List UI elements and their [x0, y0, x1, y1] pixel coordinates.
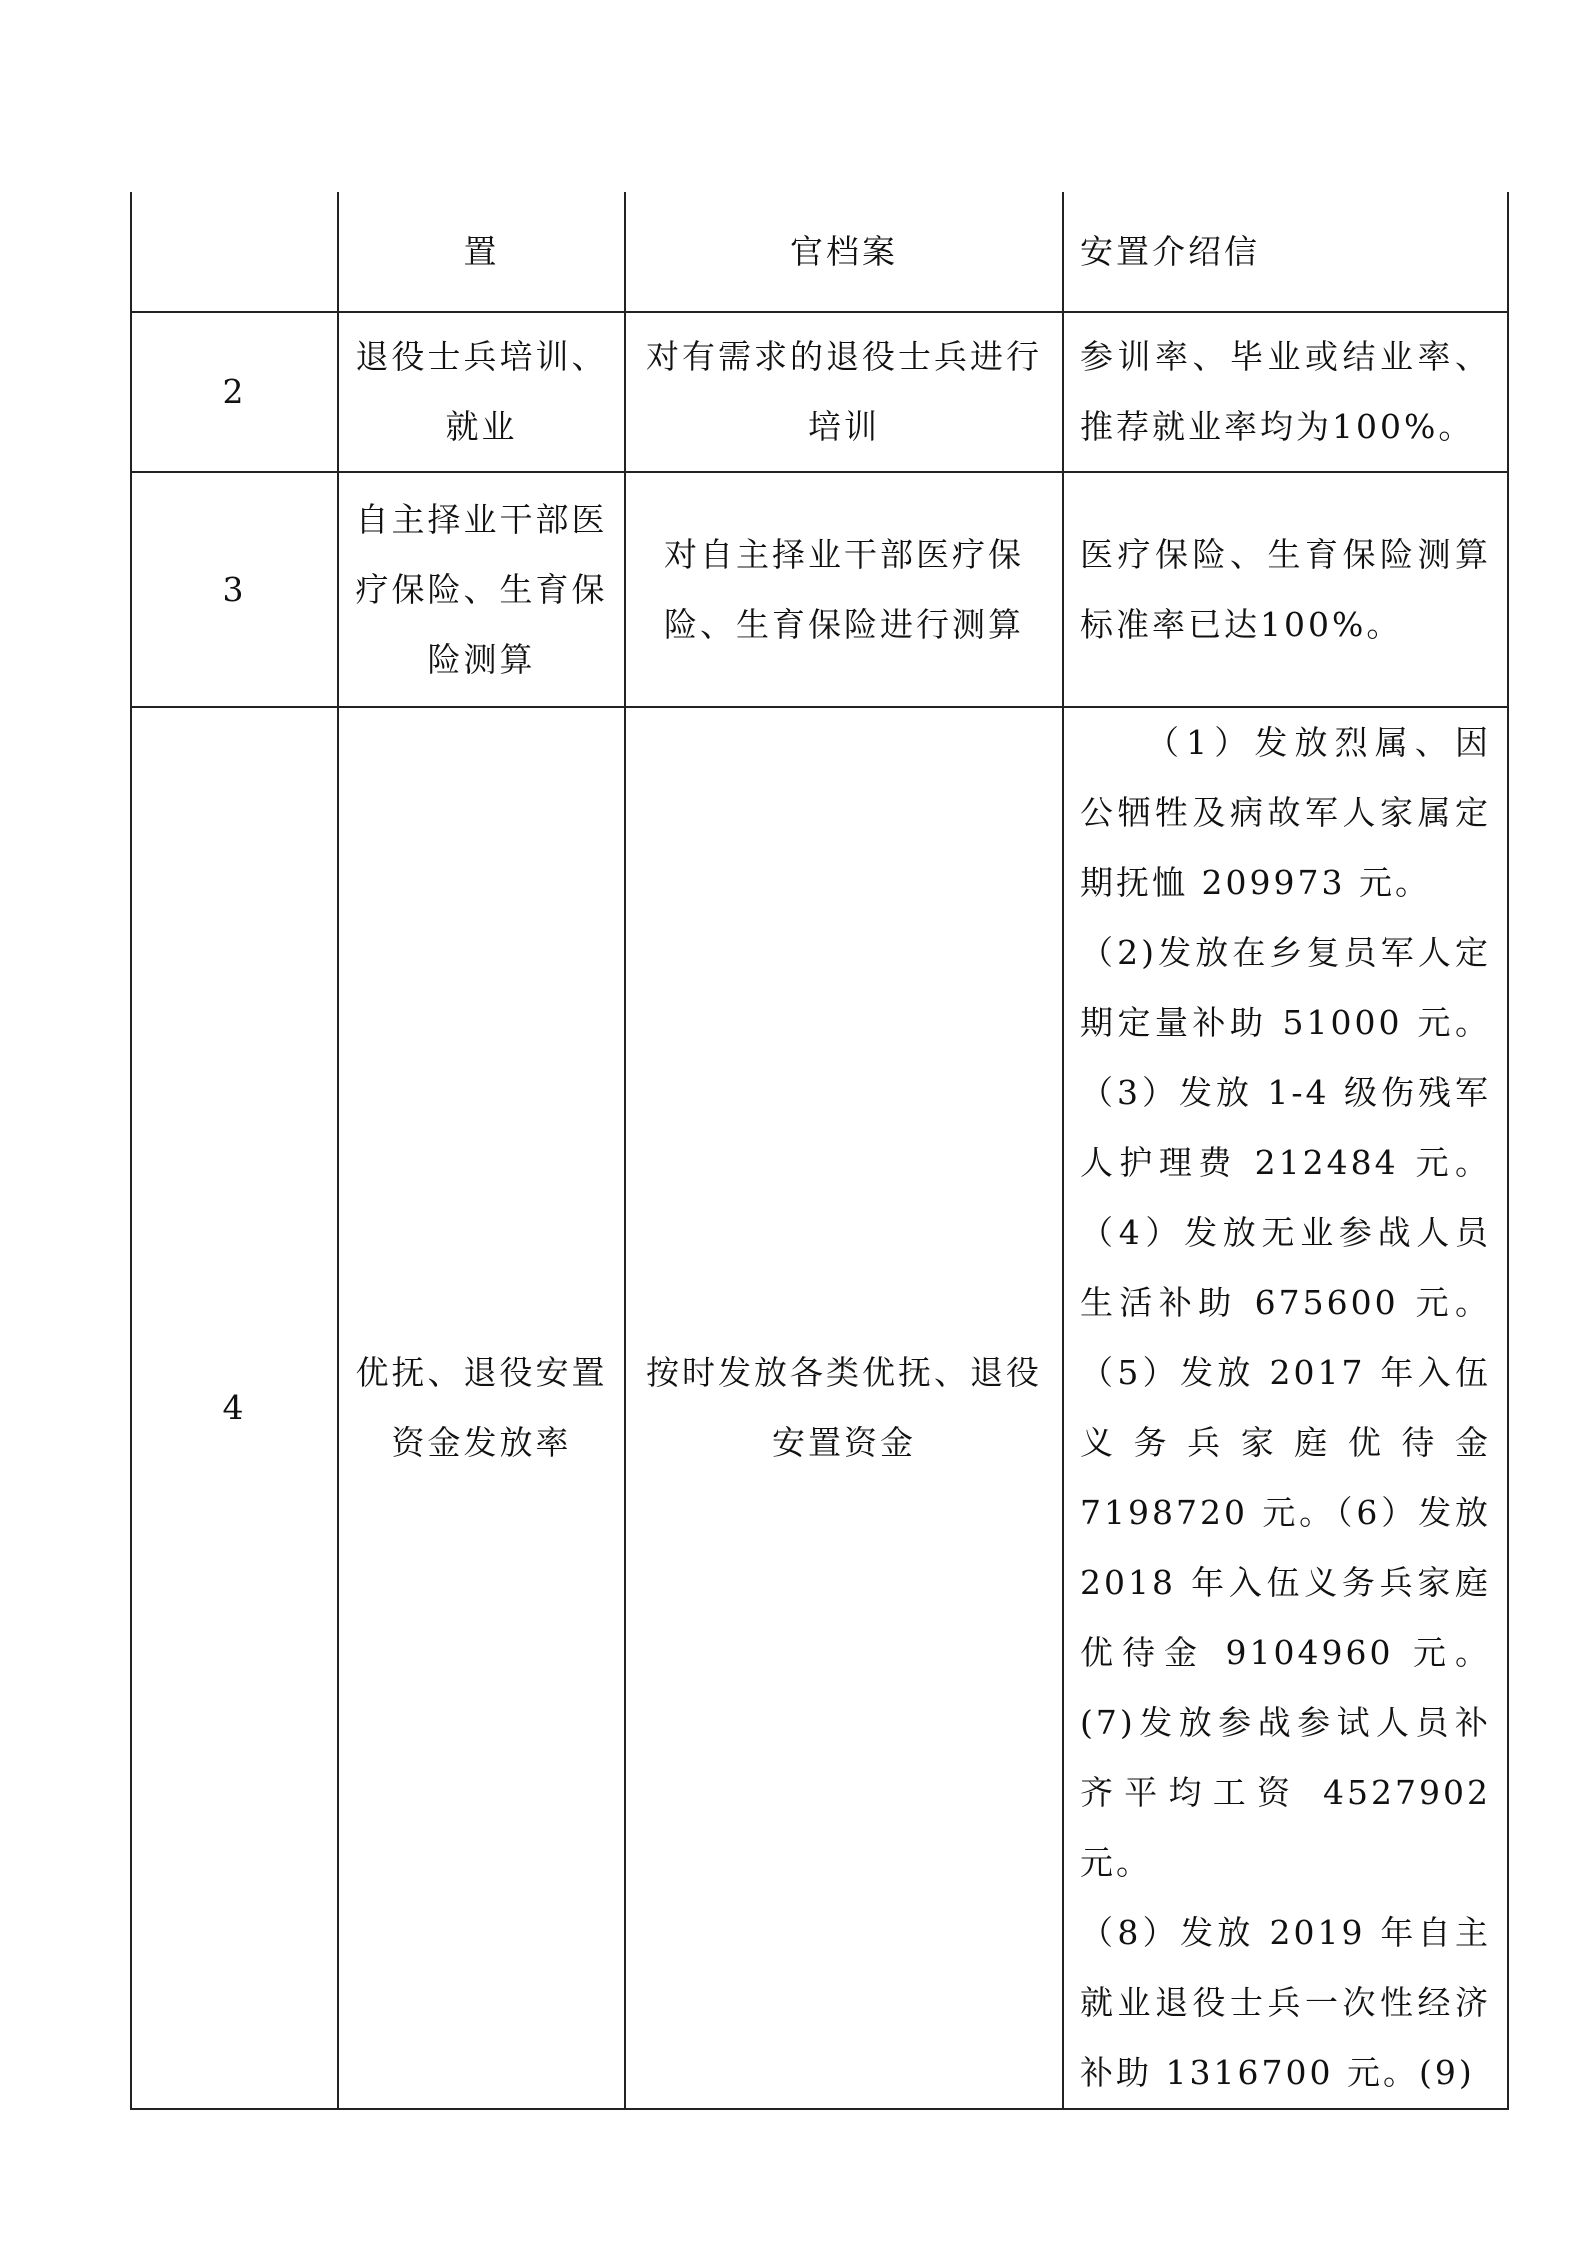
- result-paragraph: （1）发放烈属、因公牺牲及病故军人家属定期抚恤 209973 元。: [1080, 723, 1491, 902]
- table-row: [131, 707, 1508, 2109]
- row-item: 优抚、退役安置资金发放率: [338, 707, 625, 2109]
- performance-table: [130, 192, 1509, 2110]
- row-content: 对自主择业干部医疗保险、生育保险进行测算: [625, 472, 1063, 707]
- row-item: 自主择业干部医疗保险、生育保险测算: [338, 472, 625, 707]
- row-result: 参训率、毕业或结业率、推荐就业率均为100%。: [1063, 312, 1508, 472]
- row-content: 按时发放各类优抚、退役安置资金: [625, 707, 1063, 2109]
- result-paragraph: （2)发放在乡复员军人定期定量补助 51000 元。（3）发放 1-4 级伤残军人护理费 212484 元。（4）发放无业参战人员生活补助 675600 元。（5）发放 2017 年入伍义务兵家庭优待金 7198720 元。（6）发放 2018 年入伍义务兵家庭优待金 9104960 元。(7)发放参战参试人员补齐平均工资 4527902 元。: [1080, 933, 1491, 1882]
- table-row: [131, 192, 1508, 312]
- row-result: 安置介绍信: [1063, 192, 1508, 312]
- row-content: 官档案: [625, 192, 1063, 312]
- result-paragraph: （8）发放 2019 年自主就业退役士兵一次性经济补助 1316700 元。(9): [1080, 1913, 1491, 2092]
- row-number: [131, 192, 338, 312]
- row-result: 医疗保险、生育保险测算标准率已达100%。: [1063, 472, 1508, 707]
- row-number: 2: [131, 312, 338, 472]
- row-content: 对有需求的退役士兵进行培训: [625, 312, 1063, 472]
- row-result-detail: [1063, 707, 1508, 2109]
- row-number: 4: [131, 707, 338, 2109]
- table-row: [131, 472, 1508, 707]
- row-item: 退役士兵培训、就业: [338, 312, 625, 472]
- table-row: [131, 312, 1508, 472]
- row-number: 3: [131, 472, 338, 707]
- row-item: 置: [338, 192, 625, 312]
